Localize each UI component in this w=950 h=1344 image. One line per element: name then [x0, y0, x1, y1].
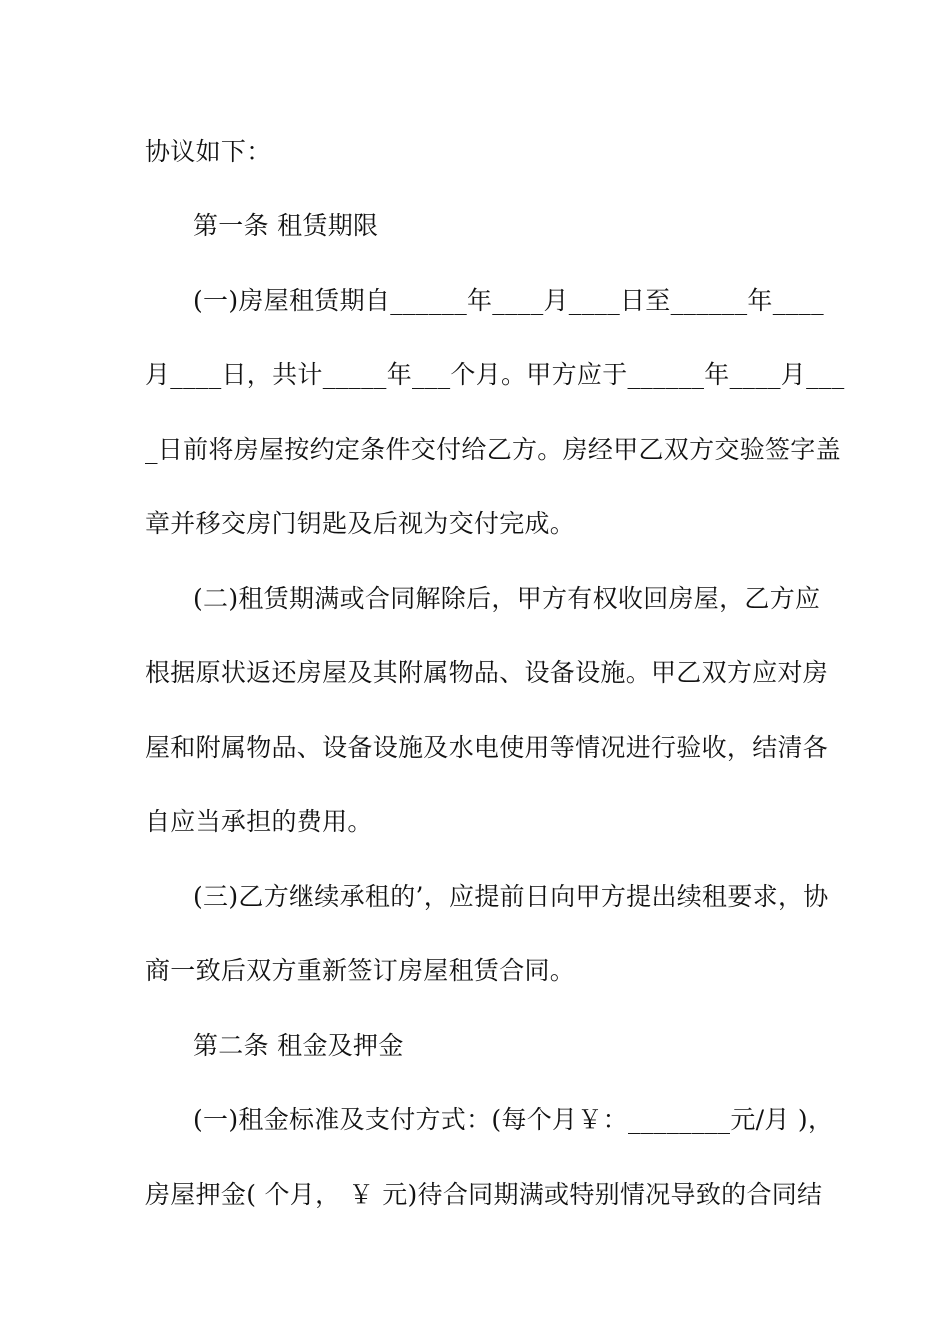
text-line: 房屋押金( 个月， ￥ 元)待合同期满或特别情况导致的合同结 [145, 1180, 823, 1209]
text-line: (三)乙方继续承租的’，应提前日向甲方提出续租要求，协 [193, 882, 829, 911]
text-line: 章并移交房门钥匙及后视为交付完成。 [145, 509, 576, 538]
text-line: 自应当承担的费用。 [145, 807, 373, 836]
text-line: 协议如下： [145, 137, 272, 166]
text-line: 月____日，共计_____年___个月。甲方应于______年____月___ [145, 360, 845, 389]
text-line: (一)租金标准及支付方式：(每个月￥：________元/月 )， [193, 1105, 834, 1134]
article-heading: 第一条 租赁期限 [193, 211, 379, 240]
article-heading: 第二条 租金及押金 [193, 1031, 404, 1060]
text-line: 根据原状返还房屋及其附属物品、设备设施。甲乙双方应对房 [145, 658, 829, 687]
text-line: _日前将房屋按约定条件交付给乙方。房经甲乙双方交验签字盖 [145, 435, 841, 464]
text-line: 商一致后双方重新签订房屋租赁合同。 [145, 956, 576, 985]
text-line: 屋和附属物品、设备设施及水电使用等情况进行验收，结清各 [145, 733, 829, 762]
text-line: (二)租赁期满或合同解除后，甲方有权收回房屋，乙方应 [193, 584, 821, 613]
text-line: (一)房屋租赁期自______年____月____日至______年____ [193, 286, 824, 315]
